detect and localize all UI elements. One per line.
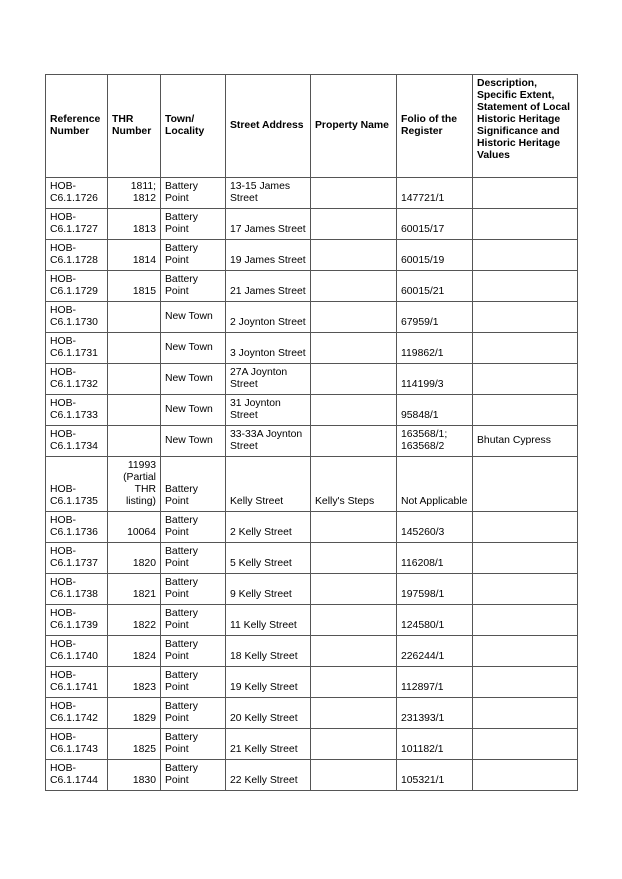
cell-reference-number: HOB-C6.1.1729 [46,271,108,302]
cell-reference-number: HOB-C6.1.1738 [46,574,108,605]
cell-thr-number [108,302,161,333]
table-row [46,240,578,271]
cell-street-address: 18 Kelly Street [226,636,311,667]
table-row [46,178,578,209]
cell-thr-number: 10064 [108,512,161,543]
cell-description [473,574,578,605]
cell-thr-number: 1815 [108,271,161,302]
cell-thr-number [108,364,161,395]
cell-reference-number: HOB-C6.1.1737 [46,543,108,574]
cell-description [473,667,578,698]
cell-reference-number: HOB-C6.1.1733 [46,395,108,426]
cell-property-name [311,543,397,574]
cell-thr-number: 1820 [108,543,161,574]
cell-reference-number: HOB-C6.1.1741 [46,667,108,698]
cell-thr-number: 1811; 1812 [108,178,161,209]
cell-folio: 119862/1 [397,333,473,364]
cell-folio: 147721/1 [397,178,473,209]
header-description: Description, Specific Extent, Statement of Local Historic Heritage Significance and Historic Heritage Values [473,75,578,178]
cell-property-name [311,760,397,791]
cell-folio: 101182/1 [397,729,473,760]
cell-folio: 231393/1 [397,698,473,729]
cell-description [473,457,578,512]
cell-street-address: 31 Joynton Street [226,395,311,426]
cell-town-locality: Battery Point [161,543,226,574]
cell-town-locality: Battery Point [161,209,226,240]
cell-thr-number: 1821 [108,574,161,605]
cell-town-locality: Battery Point [161,667,226,698]
cell-town-locality: Battery Point [161,271,226,302]
cell-folio: 116208/1 [397,543,473,574]
cell-thr-number: 1825 [108,729,161,760]
table-row [46,543,578,574]
cell-reference-number: HOB-C6.1.1735 [46,457,108,512]
cell-description [473,605,578,636]
cell-town-locality: Battery Point [161,729,226,760]
cell-town-locality: New Town [161,426,226,457]
cell-property-name [311,333,397,364]
cell-description [473,543,578,574]
cell-street-address: 5 Kelly Street [226,543,311,574]
cell-thr-number: 1829 [108,698,161,729]
header-reference-number: Reference Number [46,75,108,178]
cell-town-locality: New Town [161,364,226,395]
cell-town-locality: New Town [161,395,226,426]
cell-town-locality: New Town [161,333,226,364]
cell-property-name [311,667,397,698]
cell-description [473,729,578,760]
table-row [46,760,578,791]
cell-property-name [311,302,397,333]
cell-reference-number: HOB-C6.1.1742 [46,698,108,729]
cell-description [473,698,578,729]
cell-reference-number: HOB-C6.1.1728 [46,240,108,271]
cell-reference-number: HOB-C6.1.1740 [46,636,108,667]
cell-property-name [311,209,397,240]
cell-folio: 124580/1 [397,605,473,636]
cell-street-address: 21 Kelly Street [226,729,311,760]
heritage-register-table [45,74,578,791]
cell-description [473,271,578,302]
cell-folio: 197598/1 [397,574,473,605]
cell-folio: 95848/1 [397,395,473,426]
cell-street-address: 33-33A Joynton Street [226,426,311,457]
cell-property-name [311,240,397,271]
cell-description [473,364,578,395]
cell-street-address: Kelly Street [226,457,311,512]
table-row [46,605,578,636]
cell-town-locality: Battery Point [161,512,226,543]
table-row [46,364,578,395]
table-row [46,457,578,512]
cell-description [473,333,578,364]
cell-property-name [311,636,397,667]
cell-street-address: 19 Kelly Street [226,667,311,698]
cell-property-name [311,178,397,209]
cell-folio: 226244/1 [397,636,473,667]
cell-reference-number: HOB-C6.1.1736 [46,512,108,543]
cell-reference-number: HOB-C6.1.1739 [46,605,108,636]
cell-street-address: 13-15 James Street [226,178,311,209]
table-row [46,729,578,760]
cell-town-locality: Battery Point [161,605,226,636]
table-row [46,395,578,426]
cell-thr-number [108,333,161,364]
cell-street-address: 17 James Street [226,209,311,240]
cell-description [473,395,578,426]
cell-town-locality: Battery Point [161,698,226,729]
cell-property-name: Kelly's Steps [311,457,397,512]
cell-reference-number: HOB-C6.1.1731 [46,333,108,364]
cell-folio: 67959/1 [397,302,473,333]
cell-thr-number: 11993 (Partial THR listing) [108,457,161,512]
table-row [46,333,578,364]
cell-folio: 163568/1; 163568/2 [397,426,473,457]
cell-street-address: 19 James Street [226,240,311,271]
cell-description [473,512,578,543]
cell-description: Bhutan Cypress [473,426,578,457]
cell-town-locality: Battery Point [161,760,226,791]
table-row [46,698,578,729]
cell-thr-number: 1814 [108,240,161,271]
cell-folio: 145260/3 [397,512,473,543]
cell-reference-number: HOB-C6.1.1732 [46,364,108,395]
cell-description [473,760,578,791]
cell-street-address: 3 Joynton Street [226,333,311,364]
cell-folio: 60015/21 [397,271,473,302]
table-header-row [46,75,578,178]
cell-thr-number [108,395,161,426]
table-row [46,209,578,240]
cell-folio: 60015/19 [397,240,473,271]
table-row [46,574,578,605]
cell-property-name [311,574,397,605]
cell-street-address: 20 Kelly Street [226,698,311,729]
cell-reference-number: HOB-C6.1.1727 [46,209,108,240]
cell-town-locality: Battery Point [161,178,226,209]
cell-thr-number [108,426,161,457]
cell-street-address: 9 Kelly Street [226,574,311,605]
header-folio: Folio of the Register [397,75,473,178]
cell-town-locality: Battery Point [161,636,226,667]
cell-reference-number: HOB-C6.1.1743 [46,729,108,760]
cell-folio: 105321/1 [397,760,473,791]
cell-property-name [311,426,397,457]
cell-description [473,178,578,209]
cell-street-address: 27A Joynton Street [226,364,311,395]
cell-thr-number: 1824 [108,636,161,667]
cell-folio: 60015/17 [397,209,473,240]
cell-description [473,209,578,240]
header-town-locality: Town/ Locality [161,75,226,178]
cell-property-name [311,698,397,729]
cell-street-address: 22 Kelly Street [226,760,311,791]
header-thr-number: THR Number [108,75,161,178]
cell-street-address: 2 Joynton Street [226,302,311,333]
cell-thr-number: 1823 [108,667,161,698]
cell-property-name [311,729,397,760]
header-street-address: Street Address [226,75,311,178]
cell-street-address: 2 Kelly Street [226,512,311,543]
cell-description [473,636,578,667]
table-row [46,271,578,302]
table-row [46,636,578,667]
cell-reference-number: HOB-C6.1.1726 [46,178,108,209]
table-row [46,302,578,333]
table-row [46,512,578,543]
cell-property-name [311,271,397,302]
cell-street-address: 11 Kelly Street [226,605,311,636]
cell-property-name [311,512,397,543]
cell-property-name [311,395,397,426]
table-row [46,667,578,698]
table-row [46,426,578,457]
cell-folio: 114199/3 [397,364,473,395]
cell-thr-number: 1830 [108,760,161,791]
cell-town-locality: Battery Point [161,574,226,605]
cell-reference-number: HOB-C6.1.1730 [46,302,108,333]
cell-reference-number: HOB-C6.1.1734 [46,426,108,457]
cell-description [473,240,578,271]
cell-town-locality: Battery Point [161,457,226,512]
cell-thr-number: 1813 [108,209,161,240]
cell-description [473,302,578,333]
cell-folio: Not Applicable [397,457,473,512]
cell-street-address: 21 James Street [226,271,311,302]
cell-town-locality: New Town [161,302,226,333]
header-property-name: Property Name [311,75,397,178]
cell-property-name [311,364,397,395]
cell-town-locality: Battery Point [161,240,226,271]
cell-reference-number: HOB-C6.1.1744 [46,760,108,791]
cell-thr-number: 1822 [108,605,161,636]
cell-property-name [311,605,397,636]
cell-folio: 112897/1 [397,667,473,698]
